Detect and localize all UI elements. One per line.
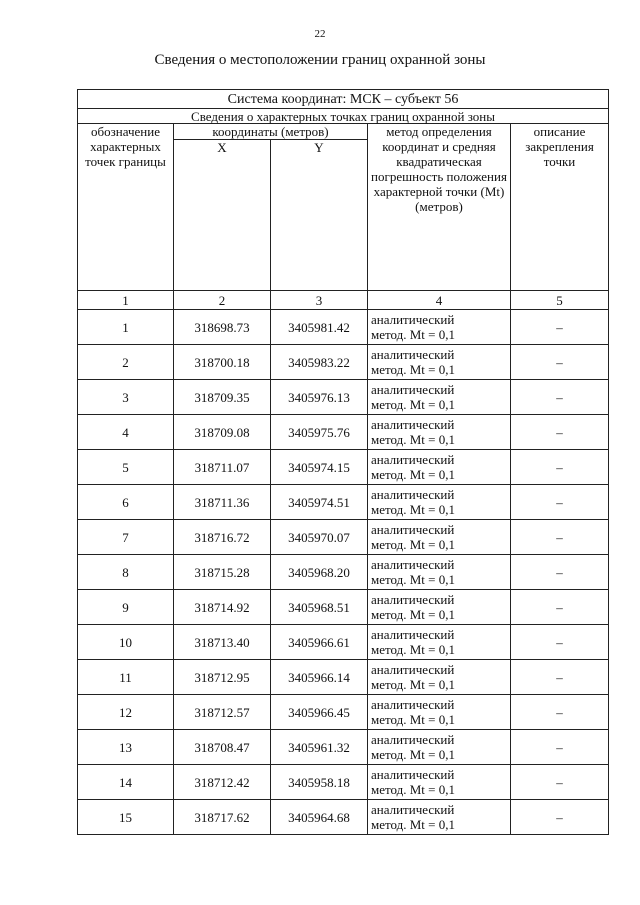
- table-row: [78, 310, 609, 345]
- x-coordinate-cell: 318711.07: [174, 450, 271, 485]
- x-coordinate-cell: 318716.72: [174, 520, 271, 555]
- method-line-1: аналитический: [371, 347, 455, 362]
- method-line-2: метод. Mt = 0,1: [371, 467, 455, 482]
- table-row: [78, 730, 609, 765]
- column-number: 5: [511, 291, 609, 310]
- method-line-2: метод. Mt = 0,1: [371, 327, 455, 342]
- description-cell: –: [511, 660, 609, 695]
- coordinate-system-row: [78, 90, 609, 109]
- point-cell: 11: [78, 660, 174, 695]
- point-cell: 10: [78, 625, 174, 660]
- method-line-1: аналитический: [371, 662, 455, 677]
- point-cell: 4: [78, 415, 174, 450]
- table-row: [78, 695, 609, 730]
- point-cell: 15: [78, 800, 174, 835]
- description-cell: –: [511, 345, 609, 380]
- point-cell: 5: [78, 450, 174, 485]
- header-designation: обозначение характерных точек границы: [78, 124, 174, 291]
- description-cell: –: [511, 765, 609, 800]
- section-title-row: [78, 109, 609, 124]
- column-number: 1: [78, 291, 174, 310]
- document-title: Сведения о местоположении границ охранной зоны: [154, 52, 486, 68]
- coordinates-table: [77, 89, 609, 835]
- method-line-2: метод. Mt = 0,1: [371, 432, 455, 447]
- column-number: 3: [271, 291, 368, 310]
- method-cell: [368, 660, 511, 695]
- method-cell: [368, 800, 511, 835]
- table-row: [78, 380, 609, 415]
- y-coordinate-cell: 3405968.20: [271, 555, 368, 590]
- table-row: [78, 415, 609, 450]
- method-cell: [368, 520, 511, 555]
- header-coordinates: координаты (метров): [174, 124, 368, 140]
- method-cell: [368, 380, 511, 415]
- table-row: [78, 625, 609, 660]
- method-line-2: метод. Mt = 0,1: [371, 712, 455, 727]
- method-line-2: метод. Mt = 0,1: [371, 362, 455, 377]
- method-line-2: метод. Mt = 0,1: [371, 537, 455, 552]
- description-cell: –: [511, 800, 609, 835]
- method-line-1: аналитический: [371, 557, 455, 572]
- y-coordinate-cell: 3405975.76: [271, 415, 368, 450]
- method-cell: [368, 415, 511, 450]
- method-line-2: метод. Mt = 0,1: [371, 642, 455, 657]
- y-coordinate-cell: 3405968.51: [271, 590, 368, 625]
- y-coordinate-cell: 3405958.18: [271, 765, 368, 800]
- method-cell: [368, 730, 511, 765]
- header-x: X: [174, 140, 271, 291]
- point-cell: 8: [78, 555, 174, 590]
- y-coordinate-cell: 3405966.61: [271, 625, 368, 660]
- description-cell: –: [511, 310, 609, 345]
- method-line-1: аналитический: [371, 627, 455, 642]
- description-cell: –: [511, 555, 609, 590]
- method-cell: [368, 590, 511, 625]
- description-cell: –: [511, 415, 609, 450]
- y-coordinate-cell: 3405974.15: [271, 450, 368, 485]
- method-line-2: метод. Mt = 0,1: [371, 502, 455, 517]
- header-row: [78, 124, 609, 140]
- method-cell: [368, 345, 511, 380]
- method-cell: [368, 695, 511, 730]
- x-coordinate-cell: 318712.57: [174, 695, 271, 730]
- method-line-1: аналитический: [371, 452, 455, 467]
- x-coordinate-cell: 318714.92: [174, 590, 271, 625]
- x-coordinate-cell: 318717.62: [174, 800, 271, 835]
- description-cell: –: [511, 625, 609, 660]
- x-coordinate-cell: 318698.73: [174, 310, 271, 345]
- description-cell: –: [511, 485, 609, 520]
- point-cell: 3: [78, 380, 174, 415]
- x-coordinate-cell: 318708.47: [174, 730, 271, 765]
- x-coordinate-cell: 318712.42: [174, 765, 271, 800]
- table-row: [78, 520, 609, 555]
- header-method: метод определения координат и средняя квадратическая погрешность положения характерной точки (Mt) (метров): [368, 124, 511, 291]
- method-line-1: аналитический: [371, 697, 455, 712]
- description-cell: –: [511, 695, 609, 730]
- method-line-1: аналитический: [371, 732, 455, 747]
- table-row: [78, 660, 609, 695]
- method-line-2: метод. Mt = 0,1: [371, 607, 455, 622]
- table-row: [78, 765, 609, 800]
- column-number: 2: [174, 291, 271, 310]
- y-coordinate-cell: 3405966.14: [271, 660, 368, 695]
- y-coordinate-cell: 3405983.22: [271, 345, 368, 380]
- description-cell: –: [511, 520, 609, 555]
- method-line-2: метод. Mt = 0,1: [371, 677, 455, 692]
- column-number-row: [78, 291, 609, 310]
- column-number: 4: [368, 291, 511, 310]
- x-coordinate-cell: 318715.28: [174, 555, 271, 590]
- method-cell: [368, 765, 511, 800]
- y-coordinate-cell: 3405981.42: [271, 310, 368, 345]
- description-cell: –: [511, 450, 609, 485]
- y-coordinate-cell: 3405966.45: [271, 695, 368, 730]
- x-coordinate-cell: 318700.18: [174, 345, 271, 380]
- x-coordinate-cell: 318713.40: [174, 625, 271, 660]
- section-title: Сведения о характерных точках границ охранной зоны: [78, 109, 609, 124]
- coordinate-system-label: Система координат: МСК – субъект 56: [78, 90, 609, 109]
- x-coordinate-cell: 318709.08: [174, 415, 271, 450]
- method-line-2: метод. Mt = 0,1: [371, 572, 455, 587]
- method-cell: [368, 450, 511, 485]
- table-row: [78, 590, 609, 625]
- description-cell: –: [511, 590, 609, 625]
- method-cell: [368, 625, 511, 660]
- header-y: Y: [271, 140, 368, 291]
- table-row: [78, 800, 609, 835]
- method-line-1: аналитический: [371, 802, 455, 817]
- method-line-2: метод. Mt = 0,1: [371, 817, 455, 832]
- method-cell: [368, 555, 511, 590]
- point-cell: 14: [78, 765, 174, 800]
- description-cell: –: [511, 380, 609, 415]
- y-coordinate-cell: 3405961.32: [271, 730, 368, 765]
- point-cell: 2: [78, 345, 174, 380]
- y-coordinate-cell: 3405970.07: [271, 520, 368, 555]
- method-line-2: метод. Mt = 0,1: [371, 747, 455, 762]
- method-line-1: аналитический: [371, 382, 455, 397]
- x-coordinate-cell: 318711.36: [174, 485, 271, 520]
- point-cell: 1: [78, 310, 174, 345]
- method-cell: [368, 485, 511, 520]
- method-line-1: аналитический: [371, 767, 455, 782]
- table-row: [78, 485, 609, 520]
- point-cell: 9: [78, 590, 174, 625]
- point-cell: 12: [78, 695, 174, 730]
- page-number: 22: [314, 28, 326, 40]
- y-coordinate-cell: 3405964.68: [271, 800, 368, 835]
- method-line-2: метод. Mt = 0,1: [371, 782, 455, 797]
- method-cell: [368, 310, 511, 345]
- method-line-1: аналитический: [371, 312, 455, 327]
- header-description: описание закрепления точки: [511, 124, 609, 291]
- point-cell: 6: [78, 485, 174, 520]
- method-line-1: аналитический: [371, 522, 455, 537]
- point-cell: 13: [78, 730, 174, 765]
- x-coordinate-cell: 318709.35: [174, 380, 271, 415]
- method-line-1: аналитический: [371, 487, 455, 502]
- method-line-1: аналитический: [371, 417, 455, 432]
- x-coordinate-cell: 318712.95: [174, 660, 271, 695]
- method-line-2: метод. Mt = 0,1: [371, 397, 455, 412]
- table-row: [78, 450, 609, 485]
- table-row: [78, 555, 609, 590]
- method-line-1: аналитический: [371, 592, 455, 607]
- y-coordinate-cell: 3405974.51: [271, 485, 368, 520]
- description-cell: –: [511, 730, 609, 765]
- point-cell: 7: [78, 520, 174, 555]
- table-row: [78, 345, 609, 380]
- y-coordinate-cell: 3405976.13: [271, 380, 368, 415]
